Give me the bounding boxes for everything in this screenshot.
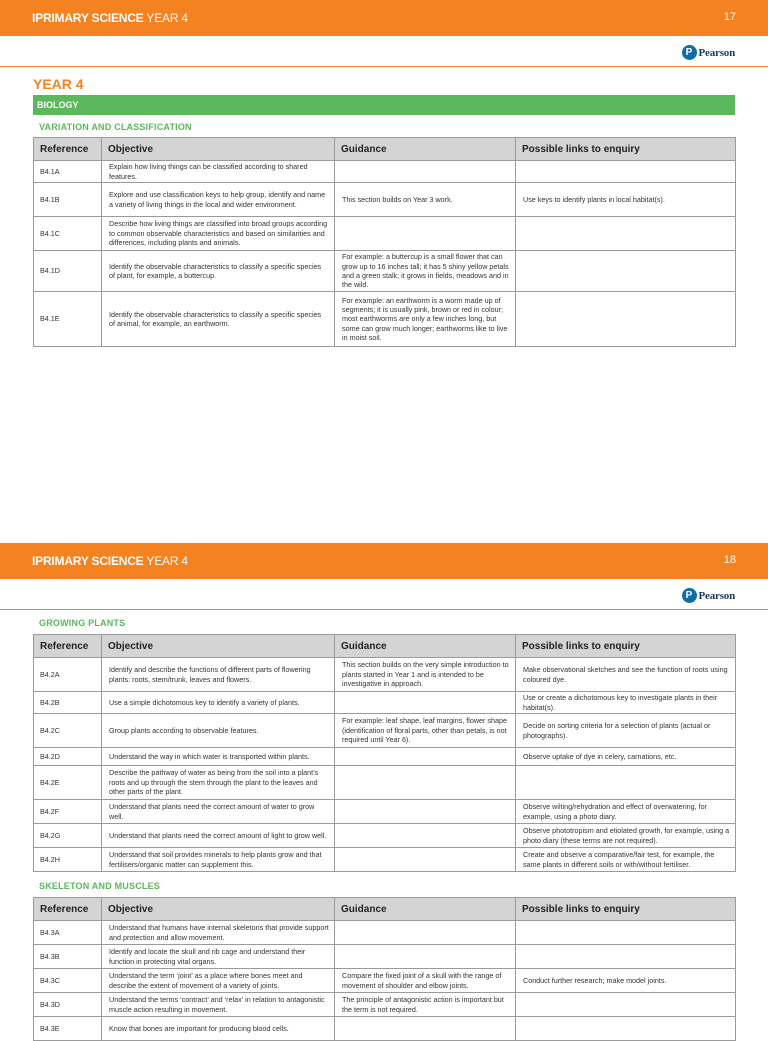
- cell-objective: Explain how living things can be classified according to shared features.: [102, 161, 335, 183]
- cell-objective: Understand the terms ‘contract’ and ‘relax’ in relation to antagonistic muscle action resulting in movement.: [102, 993, 335, 1017]
- cell-ref: B4.2D: [34, 748, 102, 766]
- page-header: [0, 543, 768, 579]
- objectives-table: [33, 634, 736, 872]
- cell-guidance: [335, 824, 516, 848]
- column-header: Objective: [102, 898, 335, 921]
- cell-links: [516, 292, 736, 347]
- cell-ref: B4.2B: [34, 692, 102, 714]
- cell-objective: Identify the observable characteristics to classify a specific species of plant, for example, a buttercup.: [102, 251, 335, 292]
- objectives-table: [33, 137, 736, 347]
- cell-objective: Understand that humans have internal skeletons that provide support and protection and allow movement.: [102, 921, 335, 945]
- page-subheader: [0, 579, 768, 610]
- cell-objective: Describe how living things are classified into broad groups according to common observable characteristics and based on similarities and differences, including plants and animals.: [102, 217, 335, 251]
- pearson-p-icon: P: [682, 45, 697, 60]
- cell-guidance: [335, 748, 516, 766]
- table-row: [34, 945, 736, 969]
- cell-guidance: [335, 921, 516, 945]
- cell-guidance: [335, 161, 516, 183]
- cell-guidance: For example: leaf shape, leaf margins, flower shape (identification of floral parts, other than petals, is not required until Year 6).: [335, 714, 516, 748]
- page-header: [0, 0, 768, 36]
- column-header: Possible links to enquiry: [516, 898, 736, 921]
- pearson-logo: P Pearson: [682, 588, 735, 603]
- cell-ref: B4.1B: [34, 183, 102, 217]
- subject-bar: BIOLOGY: [33, 95, 735, 115]
- table-header-row: [34, 635, 736, 658]
- cell-links: [516, 251, 736, 292]
- cell-ref: B4.2E: [34, 766, 102, 800]
- cell-ref: B4.1A: [34, 161, 102, 183]
- cell-links: [516, 1017, 736, 1041]
- cell-guidance: [335, 692, 516, 714]
- cell-ref: B4.2G: [34, 824, 102, 848]
- cell-objective: Explore and use classification keys to help group, identify and name a variety of living things in the local and wider environment.: [102, 183, 335, 217]
- column-header: Possible links to enquiry: [516, 635, 736, 658]
- table-row: [34, 714, 736, 748]
- page-number: 18: [723, 554, 736, 566]
- year-heading: YEAR 4: [33, 76, 84, 92]
- table-row: [34, 251, 736, 292]
- cell-ref: B4.3B: [34, 945, 102, 969]
- cell-guidance: [335, 945, 516, 969]
- cell-objective: Group plants according to observable features.: [102, 714, 335, 748]
- cell-guidance: [335, 800, 516, 824]
- column-header: Objective: [102, 635, 335, 658]
- cell-guidance: Compare the fixed joint of a skull with the range of movement of shoulder and elbow joints.: [335, 969, 516, 993]
- cell-ref: B4.3E: [34, 1017, 102, 1041]
- table-row: [34, 161, 736, 183]
- table-row: [34, 800, 736, 824]
- cell-objective: Identify and describe the functions of different parts of flowering plants: roots, stem/trunk, leaves and flowers.: [102, 658, 335, 692]
- cell-links: Conduct further research; make model joints.: [516, 969, 736, 993]
- cell-objective: Describe the pathway of water as being from the soil into a plant’s roots and up through the stem through the plant to the leaves and other parts of the plant.: [102, 766, 335, 800]
- table-row: [34, 969, 736, 993]
- table-row: [34, 292, 736, 347]
- cell-links: Create and observe a comparative/fair test, for example, the same plants in different soils or with/without fertiliser.: [516, 848, 736, 872]
- table-row: [34, 183, 736, 217]
- cell-guidance: [335, 217, 516, 251]
- cell-ref: B4.2A: [34, 658, 102, 692]
- cell-links: [516, 945, 736, 969]
- section-title: VARIATION AND CLASSIFICATION: [39, 122, 192, 132]
- cell-ref: B4.1C: [34, 217, 102, 251]
- cell-objective: Identify and locate the skull and rib cage and understand their function in protecting vital organs.: [102, 945, 335, 969]
- section-title: GROWING PLANTS: [39, 618, 126, 628]
- cell-objective: Understand the way in which water is transported within plants.: [102, 748, 335, 766]
- cell-objective: Identify the observable characteristics to classify a specific species of animal, for example, an earthworm.: [102, 292, 335, 347]
- table-row: [34, 217, 736, 251]
- table-row: [34, 658, 736, 692]
- column-header: Guidance: [335, 635, 516, 658]
- cell-links: Observe uptake of dye in celery, carnations, etc.: [516, 748, 736, 766]
- cell-guidance: The principle of antagonistic action is important but the term is not required.: [335, 993, 516, 1017]
- objectives-table: [33, 897, 736, 1041]
- column-header: Reference: [34, 635, 102, 658]
- cell-ref: B4.2H: [34, 848, 102, 872]
- cell-links: [516, 993, 736, 1017]
- cell-objective: Use a simple dichotomous key to identify a variety of plants.: [102, 692, 335, 714]
- table-row: [34, 848, 736, 872]
- cell-ref: B4.3D: [34, 993, 102, 1017]
- cell-links: Observe wilting/rehydration and effect of overwatering, for example, using a photo diary.: [516, 800, 736, 824]
- table-header-row: [34, 138, 736, 161]
- cell-links: Use or create a dichotomous key to investigate plants in their habitat(s).: [516, 692, 736, 714]
- column-header: Guidance: [335, 898, 516, 921]
- table-row: [34, 748, 736, 766]
- cell-links: Use keys to identify plants in local habitat(s).: [516, 183, 736, 217]
- cell-guidance: For example: a buttercup is a small flower that can grow up to 16 inches tall; it has 5 shiny yellow petals and a green stalk; it grows in fields, meadows and in the wild.: [335, 251, 516, 292]
- cell-ref: B4.3C: [34, 969, 102, 993]
- cell-links: [516, 921, 736, 945]
- cell-ref: B4.1D: [34, 251, 102, 292]
- page-number: 17: [723, 11, 736, 23]
- cell-guidance: This section builds on Year 3 work.: [335, 183, 516, 217]
- cell-objective: Know that bones are important for producing blood cells.: [102, 1017, 335, 1041]
- table-row: [34, 921, 736, 945]
- cell-objective: Understand that plants need the correct amount of light to grow well.: [102, 824, 335, 848]
- cell-links: [516, 766, 736, 800]
- page-subheader: [0, 36, 768, 67]
- header-title: IPRIMARY SCIENCE YEAR 4: [32, 554, 188, 568]
- column-header: Possible links to enquiry: [516, 138, 736, 161]
- cell-links: Decide on sorting criteria for a selection of plants (actual or photographs).: [516, 714, 736, 748]
- cell-links: [516, 161, 736, 183]
- column-header: Objective: [102, 138, 335, 161]
- cell-guidance: This section builds on the very simple introduction to plants started in Year 1 and is intended to be investigative in approach.: [335, 658, 516, 692]
- cell-objective: Understand that plants need the correct amount of water to grow well.: [102, 800, 335, 824]
- cell-ref: B4.2C: [34, 714, 102, 748]
- pearson-p-icon: P: [682, 588, 697, 603]
- table-row: [34, 993, 736, 1017]
- cell-guidance: [335, 1017, 516, 1041]
- cell-objective: Understand the term ‘joint’ as a place where bones meet and describe the extent of movement of a variety of joints.: [102, 969, 335, 993]
- cell-links: Make observational sketches and see the function of roots using coloured dye.: [516, 658, 736, 692]
- cell-objective: Understand that soil provides minerals to help plants grow and that fertilisers/organic matter can supplement this.: [102, 848, 335, 872]
- table-row: [34, 692, 736, 714]
- table-row: [34, 824, 736, 848]
- table-header-row: [34, 898, 736, 921]
- column-header: Reference: [34, 138, 102, 161]
- table-row: [34, 1017, 736, 1041]
- pearson-logo: P Pearson: [682, 45, 735, 60]
- column-header: Guidance: [335, 138, 516, 161]
- cell-links: Observe phototropism and etiolated growth, for example, using a photo diary (these terms are not required).: [516, 824, 736, 848]
- header-title: IPRIMARY SCIENCE YEAR 4: [32, 11, 188, 25]
- page-18: [0, 543, 768, 1033]
- cell-guidance: For example: an earthworm is a worm made up of segments; it is usually pink, brown or red in colour; most earthworms are only a few inches long, but some can grow much longer; earthworms like to live in moist soil.: [335, 292, 516, 347]
- table-row: [34, 766, 736, 800]
- cell-ref: B4.1E: [34, 292, 102, 347]
- cell-links: [516, 217, 736, 251]
- cell-guidance: [335, 766, 516, 800]
- cell-ref: B4.2F: [34, 800, 102, 824]
- cell-guidance: [335, 848, 516, 872]
- column-header: Reference: [34, 898, 102, 921]
- cell-ref: B4.3A: [34, 921, 102, 945]
- section-title: SKELETON AND MUSCLES: [39, 881, 161, 891]
